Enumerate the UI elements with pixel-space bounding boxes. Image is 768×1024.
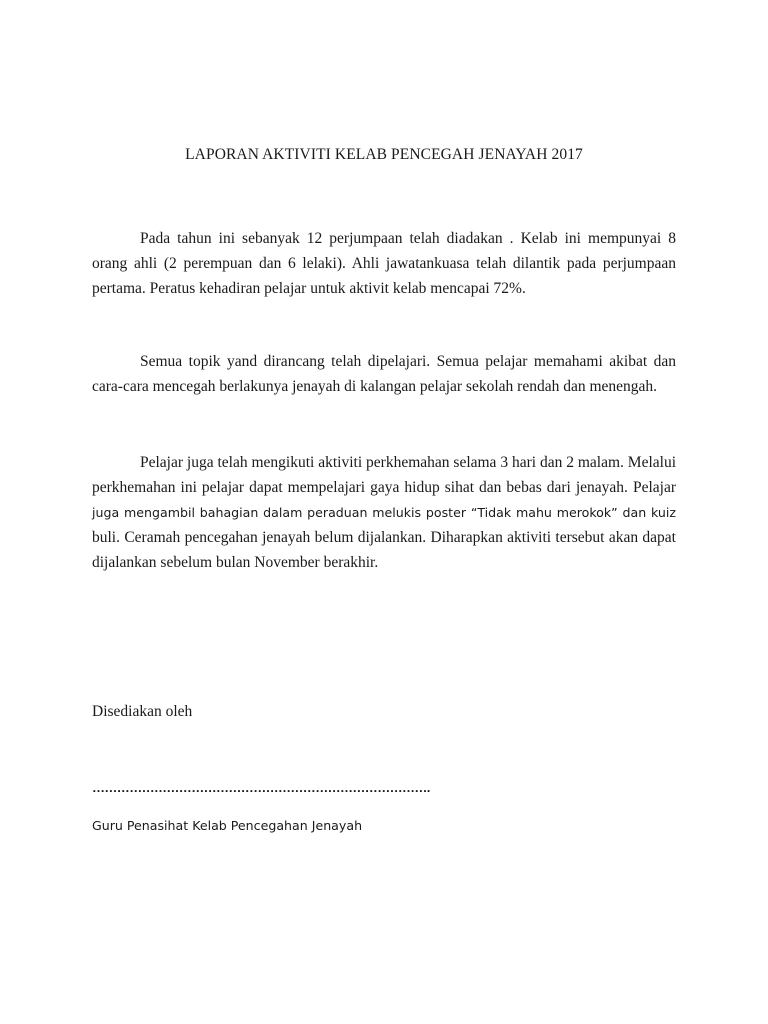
report-title: LAPORAN AKTIVITI KELAB PENCEGAH JENAYAH 2017 (185, 146, 583, 163)
signature-line: ………………………………………………………………………. (92, 780, 430, 795)
paragraph-activities (92, 450, 676, 575)
paragraph-activities-part-c: buli. Ceramah pencegahan jenayah belum dijalankan. Diharapkan aktiviti tersebut akan dapat dijalankan sebelum bulan November berakhir. (92, 529, 676, 571)
prepared-by-label: Disediakan oleh (92, 703, 193, 720)
paragraph-topics: Semua topik yand dirancang telah dipelajari. Semua pelajar memahami akibat dan cara-cara mencegah berlakunya jenayah di kalangan pelajar sekolah rendah dan menengah. (92, 353, 676, 395)
paragraph-activities-part-a: Pelajar juga telah mengikuti aktiviti perkhemahan selama 3 hari dan 2 malam. Melalui perkhemahan ini pelajar dapat mempelajari gaya hidup sihat dan bebas dari jenayah. Pelajar (92, 454, 676, 496)
paragraph-activities-part-b: juga mengambil bahagian dalam peraduan melukis poster “Tidak mahu merokok” dan kuiz (92, 505, 676, 520)
signatory-role: Guru Penasihat Kelab Pencegahan Jenayah (92, 818, 363, 833)
paragraph-meetings: Pada tahun ini sebanyak 12 perjumpaan telah diadakan . Kelab ini mempunyai 8 orang ahli (2 perempuan dan 6 lelaki). Ahli jawatankuasa telah dilantik pada perjumpaan pertama. Peratus kehadiran pelajar untuk aktivit kelab mencapai 72%. (92, 230, 676, 297)
